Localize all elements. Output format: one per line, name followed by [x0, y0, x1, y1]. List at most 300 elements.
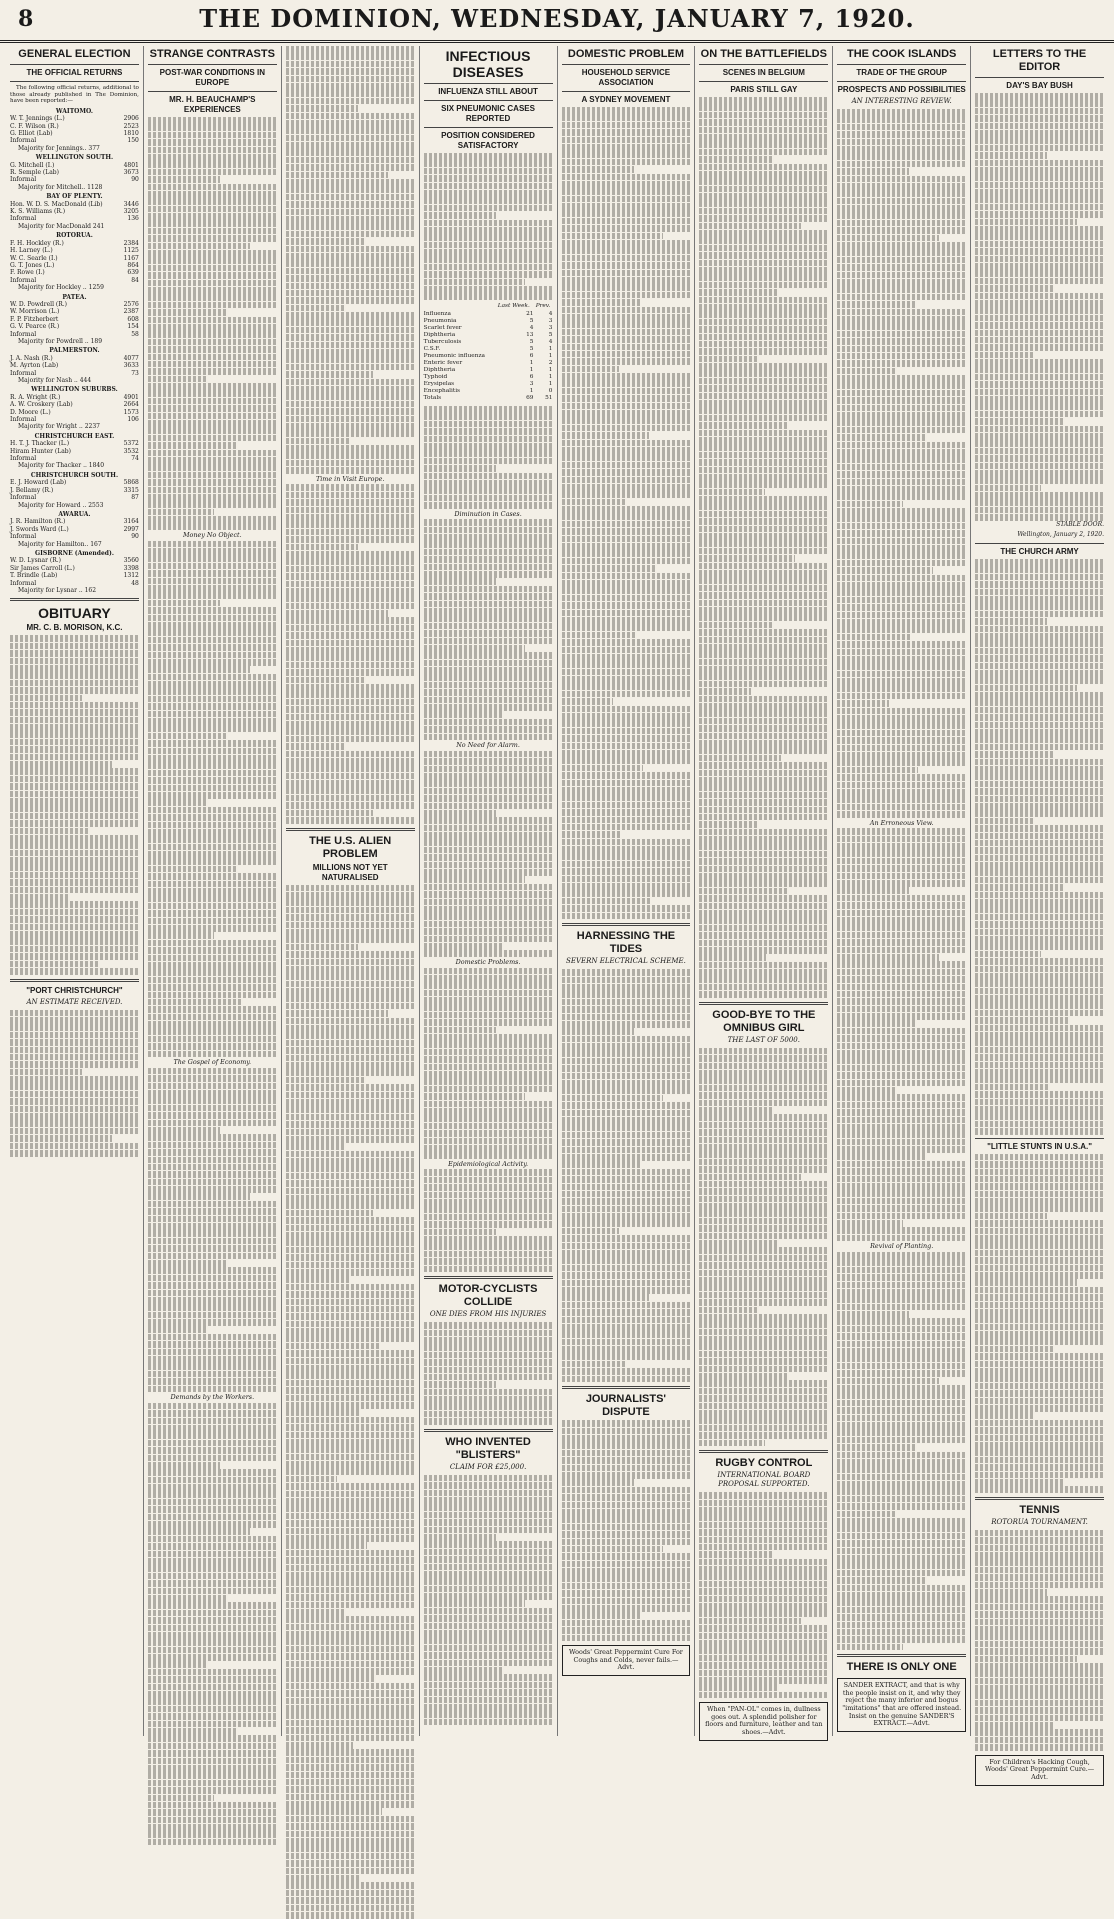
text-line	[424, 1711, 553, 1718]
text-line	[975, 618, 1047, 625]
text-line	[148, 836, 277, 843]
text-line	[975, 300, 1104, 307]
pneumonic-cases-subheading: SIX PNEUMONIC CASES REPORTED	[441, 104, 535, 123]
text-line	[837, 1198, 966, 1205]
text-line	[699, 459, 828, 466]
text-line	[837, 902, 966, 909]
text-line	[699, 1573, 828, 1580]
text-line	[148, 265, 277, 272]
text-line	[562, 307, 691, 314]
text-line	[286, 1587, 415, 1594]
text-line	[562, 898, 651, 905]
text-line	[148, 1780, 277, 1787]
text-line	[562, 632, 635, 639]
text-line	[148, 487, 277, 494]
text-line	[10, 1061, 139, 1068]
text-line	[562, 1124, 691, 1131]
text-line	[562, 388, 691, 395]
text-line	[148, 1839, 277, 1846]
text-line	[286, 728, 415, 735]
text-line	[424, 1145, 553, 1152]
text-line	[424, 1049, 553, 1056]
candidate-name: W. D. Lysnar (R.)	[10, 557, 62, 565]
text-line	[562, 647, 691, 654]
text-line	[699, 637, 828, 644]
text-line	[10, 761, 112, 768]
text-line	[699, 821, 758, 828]
table-cell: 0	[548, 388, 553, 395]
text-line	[148, 1036, 277, 1043]
text-line	[286, 1254, 415, 1261]
candidate-name: G. T. Jones (L.)	[10, 261, 55, 269]
text-line	[148, 659, 277, 666]
text-line	[699, 1440, 765, 1447]
table-cell: 5	[529, 318, 534, 325]
table-cell: 3	[529, 381, 534, 388]
text-line	[975, 485, 1041, 492]
text-line	[10, 1054, 139, 1061]
candidate-name: H. Larney (L.)	[10, 247, 53, 255]
text-line	[837, 1168, 966, 1175]
text-line	[286, 1180, 415, 1187]
result-row	[10, 323, 139, 330]
text-line	[837, 131, 966, 138]
text-line	[148, 688, 277, 695]
vote-count: 3398	[123, 564, 139, 572]
text-line	[699, 725, 828, 732]
text-line	[975, 1368, 1104, 1375]
text-line	[424, 913, 553, 920]
text-line	[286, 1816, 415, 1823]
text-line	[837, 1057, 966, 1064]
vote-count: 150	[127, 137, 139, 145]
text-line	[562, 344, 691, 351]
candidate-name: K. S. Williams (R.)	[10, 208, 66, 216]
disease-table	[424, 302, 553, 402]
text-line	[975, 137, 1104, 144]
text-line	[286, 1890, 415, 1897]
election-heading: GENERAL ELECTION	[18, 48, 131, 60]
result-row	[10, 557, 139, 564]
text-line	[424, 1078, 553, 1085]
letters-heading: LETTERS TO THE EDITOR	[992, 48, 1087, 73]
text-line	[148, 1349, 277, 1356]
text-line	[10, 968, 139, 975]
text-line	[424, 413, 553, 420]
text-line	[286, 127, 415, 134]
text-line	[424, 1564, 553, 1571]
text-line	[837, 427, 966, 434]
text-line	[10, 1150, 139, 1157]
text-line	[975, 1692, 1104, 1699]
text-line	[148, 1068, 277, 1075]
text-line	[975, 1626, 1104, 1633]
text-line	[286, 231, 415, 238]
text-line	[10, 1076, 139, 1083]
text-line	[286, 98, 415, 105]
text-line	[837, 700, 889, 707]
text-line	[975, 980, 1104, 987]
text-line	[699, 1336, 828, 1343]
text-line	[975, 1025, 1104, 1032]
result-row	[10, 416, 139, 423]
text-line	[286, 1291, 415, 1298]
text-line	[10, 1047, 139, 1054]
text-line	[148, 969, 277, 976]
text-line	[424, 1475, 553, 1482]
text-line	[699, 1366, 828, 1373]
text-line	[699, 1647, 828, 1654]
text-line	[562, 1102, 691, 1109]
blisters-text	[424, 1475, 553, 1725]
text-line	[424, 1630, 553, 1637]
text-line	[148, 1275, 277, 1282]
text-line	[424, 1490, 553, 1497]
column-2	[144, 46, 282, 1736]
text-line	[837, 1422, 966, 1429]
text-line	[975, 988, 1104, 995]
text-line	[975, 1685, 1104, 1692]
text-line	[424, 578, 496, 585]
text-line	[10, 724, 139, 731]
text-line	[10, 961, 98, 968]
candidate-name: Informal	[10, 276, 37, 284]
text-line	[148, 1625, 277, 1632]
text-line	[562, 1028, 634, 1035]
text-line	[837, 1533, 966, 1540]
candidate-name: J. R. Hamilton (R.)	[10, 518, 66, 526]
text-line	[562, 698, 614, 705]
battlefields-text	[699, 97, 828, 998]
church-army-text	[975, 559, 1104, 1135]
text-line	[10, 672, 139, 679]
text-line	[837, 1213, 966, 1220]
text-line	[10, 776, 139, 783]
text-line	[837, 456, 966, 463]
text-line	[148, 1514, 277, 1521]
text-line	[148, 354, 277, 361]
text-line	[424, 968, 553, 975]
text-line	[975, 633, 1104, 640]
text-line	[286, 1299, 415, 1306]
text-line	[699, 1314, 828, 1321]
text-line	[562, 1161, 642, 1168]
text-line	[286, 253, 415, 260]
text-line	[148, 154, 277, 161]
text-line	[699, 1603, 828, 1610]
text-line	[562, 440, 691, 447]
text-line	[10, 1098, 139, 1105]
text-line	[699, 1210, 828, 1217]
text-line	[699, 962, 828, 969]
text-line	[424, 1004, 553, 1011]
text-line	[975, 389, 1104, 396]
text-line	[837, 1326, 966, 1333]
text-line	[286, 1387, 415, 1394]
text-line	[975, 663, 1104, 670]
text-line	[148, 516, 277, 523]
text-line	[699, 548, 828, 555]
text-line	[562, 1154, 691, 1161]
text-line	[148, 317, 277, 324]
text-line	[286, 1424, 415, 1431]
text-line	[148, 302, 277, 309]
result-row	[10, 301, 139, 308]
days-bay-bush-text	[975, 93, 1104, 521]
text-line	[837, 205, 966, 212]
text-line	[975, 1272, 1104, 1279]
text-line	[148, 398, 277, 405]
text-line	[975, 1486, 1104, 1493]
text-line	[975, 492, 1104, 499]
text-line	[424, 249, 553, 256]
text-line	[699, 836, 828, 843]
text-line	[424, 1623, 553, 1630]
candidate-name: G. Mitchell (I.)	[10, 161, 55, 169]
text-line	[562, 380, 691, 387]
text-line	[148, 390, 277, 397]
text-line	[424, 1138, 553, 1145]
text-line	[837, 1415, 966, 1422]
text-line	[562, 1036, 691, 1043]
text-line	[837, 1028, 966, 1035]
text-line	[424, 1608, 553, 1615]
text-line	[424, 975, 553, 982]
text-line	[562, 772, 691, 779]
household-service-subheading: HOUSEHOLD SERVICE ASSOCIATION	[581, 68, 671, 87]
text-line	[837, 1636, 966, 1643]
vote-count: 48	[131, 579, 139, 587]
text-line	[286, 1823, 415, 1830]
text-line	[424, 615, 553, 622]
text-line	[975, 1707, 1104, 1714]
text-line	[975, 1427, 1104, 1434]
text-line	[562, 743, 691, 750]
text-line	[975, 1010, 1104, 1017]
text-line	[562, 255, 691, 262]
table-cell: 1	[529, 367, 534, 374]
text-line	[148, 570, 277, 577]
text-line	[148, 272, 277, 279]
text-line	[975, 1596, 1104, 1603]
strange-contrasts-text-4	[148, 1403, 277, 1846]
text-line	[562, 1531, 691, 1538]
text-line	[699, 1233, 828, 1240]
text-line	[148, 1326, 206, 1333]
text-line	[975, 781, 1104, 788]
text-line	[286, 1638, 415, 1645]
result-row	[10, 409, 139, 416]
candidate-name: H. T. J. Thacker (L.)	[10, 440, 70, 448]
text-line	[286, 810, 374, 817]
text-line	[148, 1447, 277, 1454]
text-line	[424, 242, 553, 249]
text-line	[837, 368, 895, 375]
text-line	[286, 386, 415, 393]
text-line	[424, 534, 553, 541]
text-line	[10, 946, 139, 953]
text-line	[975, 1302, 1104, 1309]
text-line	[837, 1644, 903, 1651]
text-line	[975, 293, 1104, 300]
text-line	[148, 1290, 277, 1297]
text-line	[148, 1120, 277, 1127]
candidate-name: Informal	[10, 330, 37, 338]
text-line	[837, 1153, 925, 1160]
text-line	[562, 1376, 691, 1383]
omnibus-girl-text	[699, 1048, 828, 1446]
text-line	[699, 644, 828, 651]
text-line	[148, 1418, 277, 1425]
result-row	[10, 394, 139, 401]
text-line	[699, 703, 828, 710]
text-line	[286, 773, 415, 780]
text-line	[148, 176, 220, 183]
text-line	[562, 794, 691, 801]
text-line	[699, 555, 794, 562]
text-line	[286, 1513, 415, 1520]
table-cell: Encephalitis	[423, 388, 461, 395]
text-line	[562, 1213, 691, 1220]
text-line	[10, 842, 139, 849]
text-line	[562, 573, 691, 580]
text-line	[837, 471, 966, 478]
text-line	[148, 309, 228, 316]
text-line	[148, 696, 277, 703]
text-line	[148, 257, 277, 264]
vote-count: 1312	[123, 572, 139, 580]
text-line	[699, 1321, 828, 1328]
text-line	[699, 1625, 828, 1632]
text-line	[837, 116, 966, 123]
text-line	[699, 622, 772, 629]
text-line	[424, 473, 553, 480]
text-line	[10, 924, 139, 931]
text-line	[699, 1610, 828, 1617]
text-line	[562, 1021, 691, 1028]
text-line	[837, 360, 966, 367]
text-line	[699, 1240, 779, 1247]
text-line	[975, 677, 1104, 684]
text-line	[148, 1097, 277, 1104]
text-line	[975, 759, 1104, 766]
text-line	[148, 541, 277, 548]
text-line	[10, 717, 139, 724]
result-row	[10, 130, 139, 137]
text-line	[562, 1502, 691, 1509]
text-line	[975, 847, 1104, 854]
text-line	[286, 90, 415, 97]
text-line	[286, 438, 352, 445]
strange-contrasts-text-6	[286, 484, 415, 823]
text-line	[424, 271, 553, 278]
text-line	[562, 403, 691, 410]
text-line	[286, 1202, 415, 1209]
text-line	[562, 1058, 691, 1065]
text-line	[286, 1875, 361, 1882]
domestic-problems-intertitle: Domestic Problems.	[455, 957, 521, 966]
text-line	[286, 290, 415, 297]
position-subheading: POSITION CONSIDERED SATISFACTORY	[441, 131, 535, 150]
text-line	[699, 1529, 828, 1536]
text-line	[148, 1528, 250, 1535]
text-line	[837, 168, 909, 175]
text-line	[699, 311, 828, 318]
text-line	[286, 1831, 415, 1838]
text-line	[699, 1181, 828, 1188]
text-line	[699, 186, 828, 193]
candidate-name: C. F. Wilson (R.)	[10, 122, 59, 130]
text-line	[148, 206, 277, 213]
text-line	[424, 1152, 553, 1159]
text-line	[837, 887, 909, 894]
candidate-name: A. W. Croskery (Lab)	[10, 401, 73, 409]
text-line	[286, 1520, 415, 1527]
text-line	[286, 319, 415, 326]
text-line	[562, 1339, 691, 1346]
little-stunts-text	[975, 1154, 1104, 1493]
text-line	[699, 297, 828, 304]
text-line	[286, 1350, 415, 1357]
text-line	[975, 411, 1104, 418]
vote-count: 2523	[123, 122, 139, 130]
text-line	[286, 364, 415, 371]
majority-line: Majority for Hamilton.. 167	[18, 540, 102, 548]
text-line	[975, 366, 1104, 373]
text-line	[286, 617, 415, 624]
text-line	[699, 1544, 828, 1551]
text-line	[286, 186, 415, 193]
text-line	[562, 1627, 691, 1634]
vote-count: 136	[127, 215, 139, 223]
text-line	[975, 514, 1104, 521]
text-line	[148, 1304, 277, 1311]
text-line	[699, 1351, 828, 1358]
text-line	[975, 307, 1104, 314]
text-line	[562, 203, 691, 210]
text-line	[148, 1521, 277, 1528]
text-line	[975, 640, 1104, 647]
text-line	[424, 1689, 553, 1696]
text-line	[424, 1177, 553, 1184]
text-line	[148, 940, 277, 947]
text-line	[286, 1262, 415, 1269]
text-line	[286, 1025, 415, 1032]
text-line	[424, 1497, 553, 1504]
column-3	[282, 46, 420, 1736]
text-line	[148, 822, 277, 829]
text-line	[975, 788, 1104, 795]
text-line	[286, 640, 415, 647]
text-line	[286, 1594, 415, 1601]
text-line	[975, 1242, 1104, 1249]
candidate-name: W. T. Jennings (L.)	[10, 115, 65, 123]
text-line	[286, 1069, 415, 1076]
rotorua-tournament-subheading: ROTORUA TOURNAMENT.	[991, 1517, 1088, 1526]
text-line	[975, 729, 1104, 736]
text-line	[424, 854, 553, 861]
text-line	[837, 1607, 966, 1614]
text-line	[699, 400, 828, 407]
text-line	[699, 577, 828, 584]
text-line	[837, 1087, 895, 1094]
text-line	[837, 752, 966, 759]
text-line	[424, 1367, 553, 1374]
text-line	[424, 1512, 553, 1519]
vote-count: 90	[131, 176, 139, 184]
text-line	[424, 168, 553, 175]
table-cell: Tuberculosis	[423, 339, 462, 346]
